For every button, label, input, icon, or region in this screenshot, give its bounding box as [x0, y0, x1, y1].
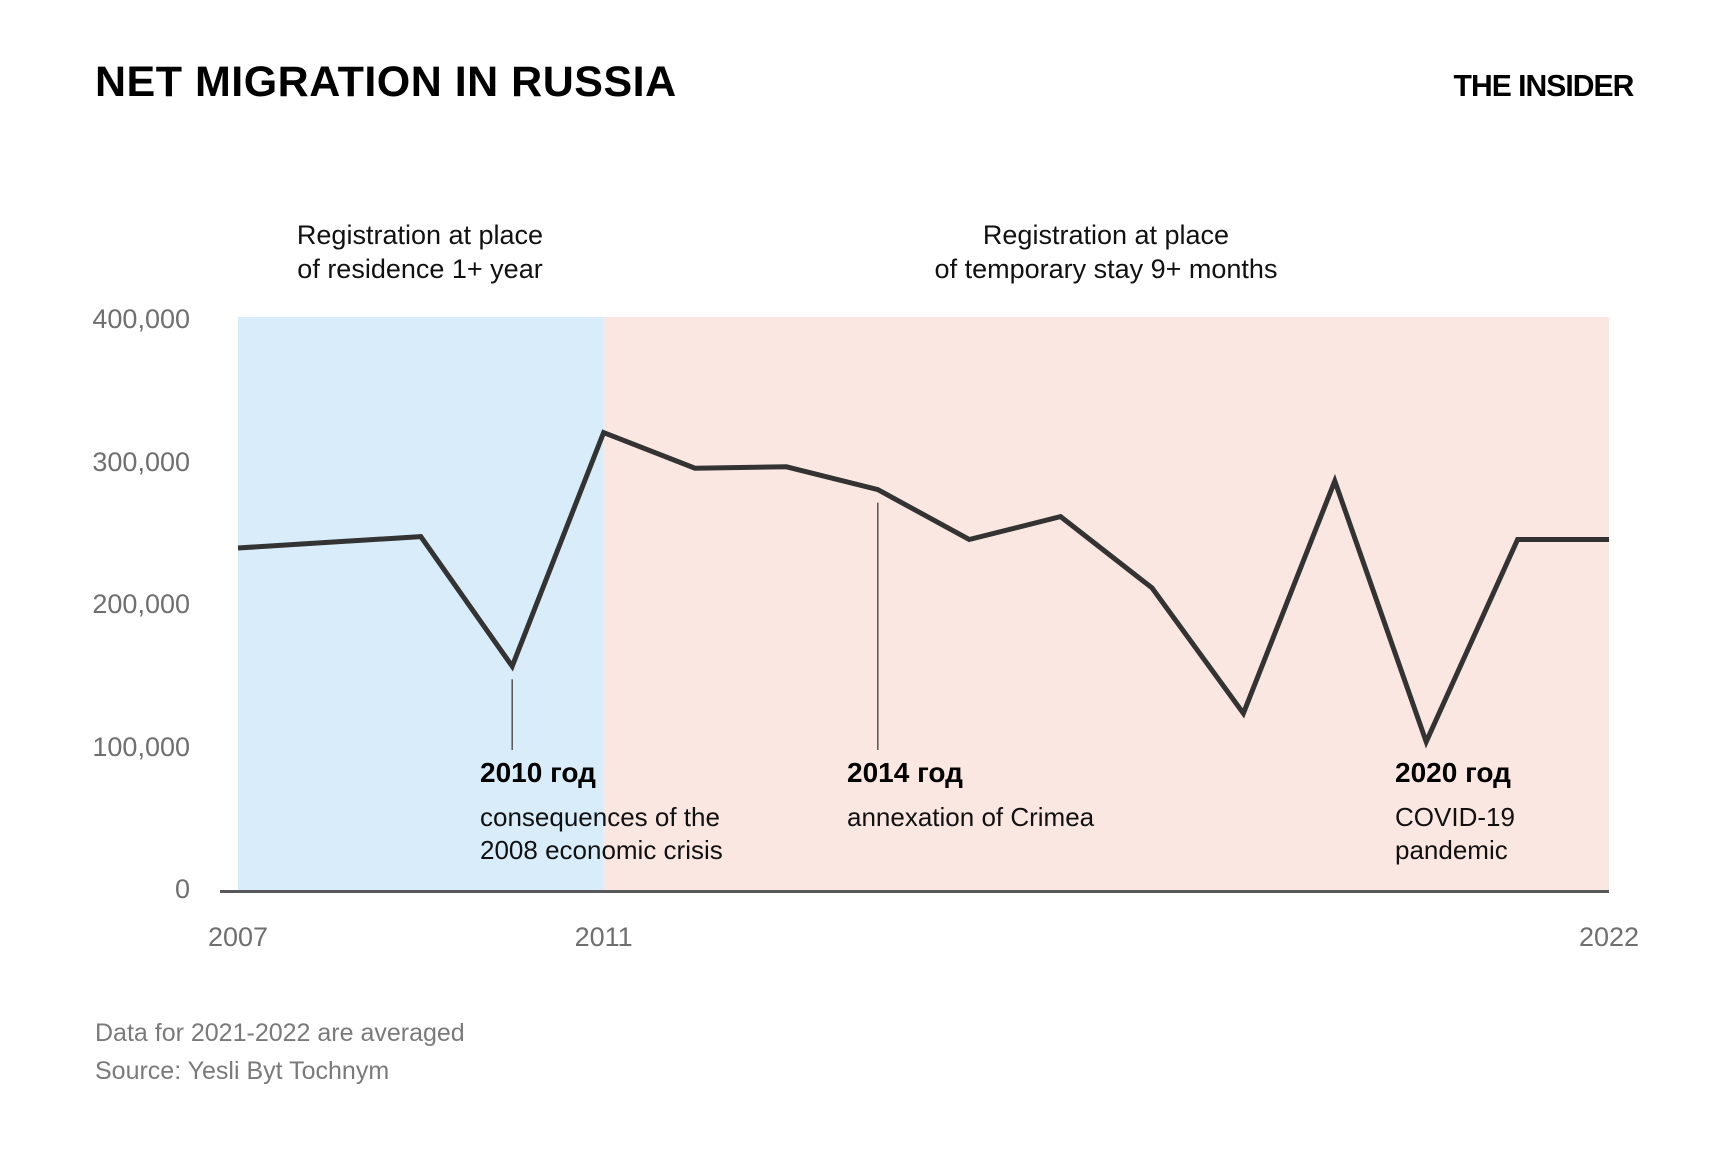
page-title: NET MIGRATION IN RUSSIA	[95, 58, 677, 106]
annotation-2010	[480, 757, 723, 867]
annotation-2010-text-line1: consequences of the	[480, 802, 720, 832]
region-label-residence-line2: of residence 1+ year	[297, 254, 543, 284]
footnote: Data for 2021-2022 are averaged	[95, 1019, 465, 1047]
x-tick-label: 2011	[574, 922, 633, 952]
annotation-2010-text-line2: 2008 economic crisis	[480, 835, 723, 865]
x-tick-label: 2022	[1578, 922, 1640, 952]
annotation-2020-year: 2020 год	[1395, 757, 1511, 788]
annotation-2014-year: 2014 год	[847, 757, 963, 788]
y-tick-label: 400,000	[92, 304, 190, 334]
region-label-residence-line1: Registration at place	[296, 220, 544, 250]
publisher-logo: THE INSIDER	[1453, 68, 1633, 103]
region-label-temporary-line1: Registration at place	[982, 220, 1230, 250]
region-label-temporary-line2: of temporary stay 9+ months	[934, 254, 1278, 284]
annotation-2014	[847, 757, 1094, 834]
y-tick-label: 100,000	[92, 731, 190, 762]
annotation-2020	[1395, 757, 1515, 867]
annotation-2010-year: 2010 год	[480, 757, 596, 788]
y-tick-label: 200,000	[92, 589, 190, 619]
annotation-2014-text-line1: annexation of Crimea	[847, 802, 1095, 832]
annotation-2020-text-line2: pandemic	[1395, 835, 1508, 865]
y-tick-label: 0	[174, 874, 190, 904]
x-tick-label: 2007	[207, 922, 269, 952]
y-tick-label: 300,000	[92, 446, 190, 477]
annotation-2020-text-line1: COVID-19	[1395, 802, 1515, 832]
source-credit: Source: Yesli Byt Tochnym	[95, 1057, 390, 1085]
